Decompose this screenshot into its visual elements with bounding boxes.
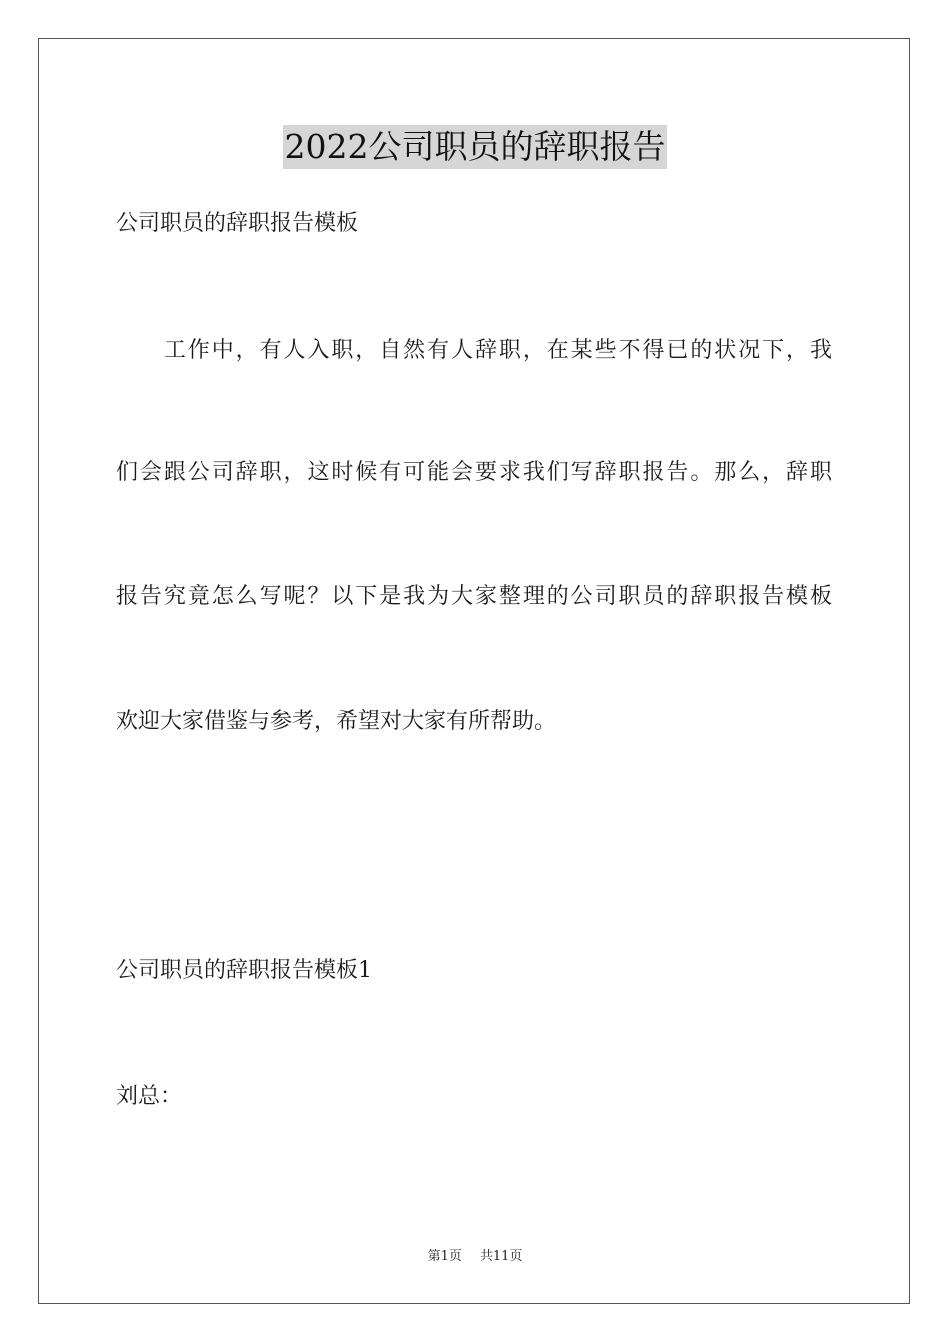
section-heading: 公司职员的辞职报告模板1 [116,958,372,983]
title-container [0,125,950,169]
page-total: 共11页 [479,1249,523,1264]
salutation: 刘总： [116,1084,183,1109]
page-number: 第1页 [427,1249,462,1264]
document-title: 2022公司职员的辞职报告 [283,125,668,169]
intro-paragraph-line: 报告究竟怎么写呢？以下是我为大家整理的公司职员的辞职报告模板 [116,584,832,609]
intro-paragraph-line: 工作中，有人入职，自然有人辞职，在某些不得已的状况下，我 [116,338,832,363]
document-subtitle: 公司职员的辞职报告模板 [116,211,359,236]
intro-paragraph-line: 们会跟公司辞职，这时候有可能会要求我们写辞职报告。那么，辞职 [116,460,832,485]
page-footer [0,1248,950,1266]
intro-paragraph-line: 欢迎大家借鉴与参考，希望对大家有所帮助。 [116,709,557,734]
